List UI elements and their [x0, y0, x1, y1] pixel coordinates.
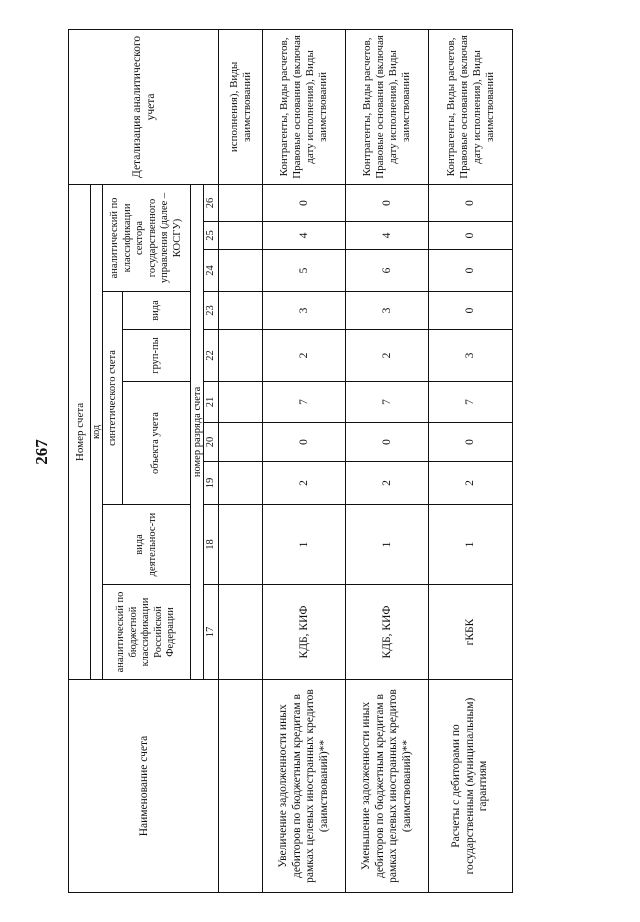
- digit-value: 3: [263, 292, 346, 330]
- digit-value: 0: [346, 423, 429, 462]
- digit-value: 5: [263, 250, 346, 292]
- page-number: 267: [32, 439, 51, 465]
- empty-cell: [219, 382, 263, 423]
- empty-cell: [219, 184, 263, 221]
- budget-class-code: КДБ, КИФ: [346, 585, 429, 680]
- continuation-detail: исполнения), Виды заимствований: [219, 29, 263, 184]
- table-row: [429, 29, 513, 892]
- digit-value: 2: [263, 462, 346, 505]
- header-object: объекта учета: [123, 382, 191, 505]
- header-synthetic: синтетического счета: [103, 292, 123, 505]
- header-account-name: Наименование счета: [69, 680, 219, 893]
- header-budget-class: аналитический по бюджетной классификации Российской Федерации: [103, 585, 191, 680]
- header-group: груп-пы: [123, 330, 191, 382]
- header-kind: вида: [123, 292, 191, 330]
- digit-number: 22: [204, 330, 219, 382]
- empty-cell: [219, 462, 263, 505]
- digit-number: 25: [204, 222, 219, 250]
- budget-class-code: КДБ, КИФ: [263, 585, 346, 680]
- header-digit-row: номер разряда счета: [191, 184, 204, 679]
- header-account-number: Номер счета: [69, 184, 91, 679]
- header-activity: вида деятельнос-ти: [103, 505, 191, 585]
- rotated-sheet: [32, 30, 512, 893]
- digit-value: 0: [429, 250, 513, 292]
- activity-code: 1: [263, 505, 346, 585]
- digit-number: 20: [204, 423, 219, 462]
- digit-value: 0: [429, 222, 513, 250]
- digit-number: 21: [204, 382, 219, 423]
- empty-cell: [219, 292, 263, 330]
- continuation-row: [219, 29, 263, 892]
- account-name: Расчеты с дебиторами по государственным (муниципальным) гарантиям: [429, 680, 513, 893]
- digit-value: 2: [263, 330, 346, 382]
- digit-number: 26: [204, 184, 219, 221]
- digit-value: 4: [263, 222, 346, 250]
- digit-value: 0: [263, 184, 346, 221]
- digit-number: 23: [204, 292, 219, 330]
- digit-number: 24: [204, 250, 219, 292]
- digit-number: 18: [204, 505, 219, 585]
- account-name: Увеличение задолженности иных дебиторов по бюджетным кредитам в рамках целевых иностранных кредитов (заимствований)**: [263, 680, 346, 893]
- digit-value: 2: [346, 462, 429, 505]
- activity-code: 1: [429, 505, 513, 585]
- empty-cell: [219, 222, 263, 250]
- activity-code: 1: [346, 505, 429, 585]
- digit-value: 3: [346, 292, 429, 330]
- table-row: [263, 29, 346, 892]
- digit-number: 19: [204, 462, 219, 505]
- digit-value: 0: [429, 292, 513, 330]
- digit-value: 4: [346, 222, 429, 250]
- header-row-account-number: [69, 29, 91, 892]
- empty-cell: [219, 423, 263, 462]
- digit-value: 3: [429, 330, 513, 382]
- empty-cell: [219, 330, 263, 382]
- account-detail: Контрагенты, Виды расчетов, Правовые основания (включая дату исполнения), Виды заимствований: [429, 29, 513, 184]
- empty-cell: [219, 680, 263, 893]
- empty-cell: [219, 585, 263, 680]
- digit-value: 7: [429, 382, 513, 423]
- empty-cell: [219, 505, 263, 585]
- digit-value: 6: [346, 250, 429, 292]
- header-detail: Детализация аналитического учета: [69, 29, 219, 184]
- digit-value: 0: [429, 184, 513, 221]
- digit-number: 17: [204, 585, 219, 680]
- digit-value: 2: [346, 330, 429, 382]
- account-detail: Контрагенты, Виды расчетов, Правовые основания (включая дату исполнения), Виды заимствований: [346, 29, 429, 184]
- digit-value: 7: [346, 382, 429, 423]
- digit-value: 0: [263, 423, 346, 462]
- digit-value: 7: [263, 382, 346, 423]
- table-row: [346, 29, 429, 892]
- digit-value: 0: [346, 184, 429, 221]
- empty-cell: [219, 250, 263, 292]
- digit-value: 2: [429, 462, 513, 505]
- header-kosgu: аналитический по классификации сектора государственного управления (далее – КОСГУ): [103, 184, 191, 291]
- digit-value: 0: [429, 423, 513, 462]
- account-detail: Контрагенты, Виды расчетов, Правовые основания (включая дату исполнения), Виды заимствований: [263, 29, 346, 184]
- accounts-table: [68, 29, 513, 893]
- account-name: Уменьшение задолженности иных дебиторов по бюджетным кредитам в рамках целевых иностранных кредитов (заимствований)**: [346, 680, 429, 893]
- header-code: код: [91, 184, 103, 679]
- budget-class-code: гКБК: [429, 585, 513, 680]
